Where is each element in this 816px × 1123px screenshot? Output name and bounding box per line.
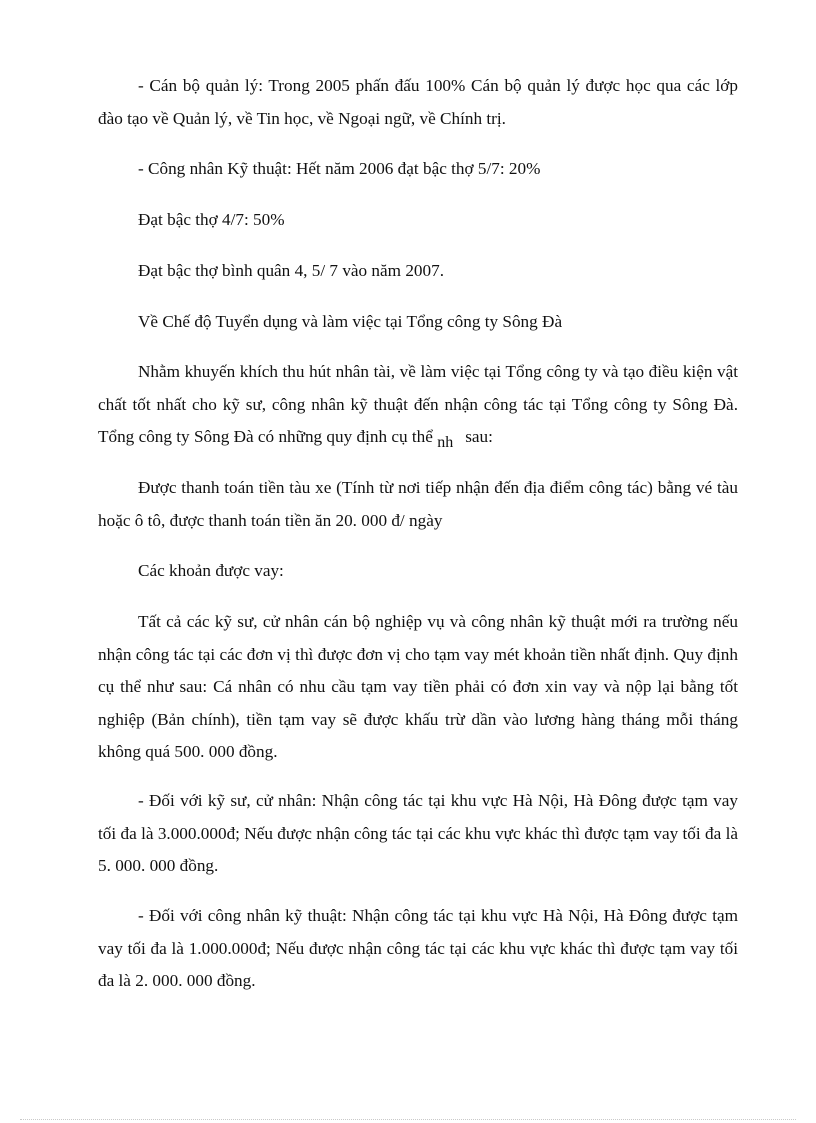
paragraph-talent-attraction [98, 356, 738, 455]
paragraph-technical-workers: - Công nhân Kỹ thuật: Hết năm 2006 đạt bậc thợ 5/7: 20% [138, 159, 541, 178]
paragraph-managers: - Cán bộ quản lý: Trong 2005 phấn đấu 100% Cán bộ quản lý được học qua các lớp đào tạo về Quản lý, về Tin học, về Ngoại ngữ, về Chính trị. [98, 76, 738, 128]
paragraph-travel-allowance: Được thanh toán tiền tàu xe (Tính từ nơi tiếp nhận đến địa điểm công tác) bằng vé tàu hoặc ô tô, được thanh toán tiền ăn 20. 000 đ/ ngày [98, 478, 738, 530]
paragraph-talent-attraction-text: Nhằm khuyến khích thu hút nhân tài, về làm việc tại Tổng công ty và tạo điều kiện vật chất tốt nhất cho kỹ sư, công nhân kỹ thuật đến nhận công tác tại Tổng công ty Sông Đà. Tổng công ty Sông Đà có những quy định cụ thể [98, 362, 738, 446]
paragraph-loans-heading: Các khoản được vay: [138, 561, 284, 580]
paragraph-recruitment-heading: Về Chế độ Tuyển dụng và làm việc tại Tổng công ty Sông Đà [138, 312, 563, 331]
page-bottom-divider [20, 1119, 796, 1120]
text-fragment: nh [437, 434, 454, 451]
paragraph-average-grade: Đạt bậc thợ bình quân 4, 5/ 7 vào năm 2007. [138, 261, 444, 280]
paragraph-engineers-loan: - Đối với kỹ sư, cử nhân: Nhận công tác tại khu vực Hà Nội, Hà Đông được tạm vay tối đa là 3.000.000đ; Nếu được nhận công tác tại các khu vực khác thì được tạm vay tối đa là 5. 000. 000 đồng. [98, 791, 738, 875]
paragraph-talent-attraction-end: sau: [465, 427, 493, 446]
paragraph-workers-loan: - Đối với công nhân kỹ thuật: Nhận công tác tại khu vực Hà Nội, Hà Đông được tạm vay tối đa là 1.000.000đ; Nếu được nhận công tác tại các khu vực khác thì được tạm vay tối đa là 2. 000. 000 đồng. [98, 906, 738, 990]
paragraph-loan-rules: Tất cả các kỹ sư, cử nhân cán bộ nghiệp vụ và công nhân kỹ thuật mới ra trường nếu nhận công tác tại các đơn vị thì được đơn vị cho tạm vay mét khoản tiền nhất định. Quy định cụ thể như sau: Cá nhân có nhu cầu tạm vay tiền phải có đơn xin vay và nộp lại bằng tốt nghiệp (Bản chính), tiền tạm vay sẽ được khấu trừ dần vào lương hàng tháng mỗi tháng không quá 500. 000 đồng. [98, 612, 738, 761]
paragraph-grade-4: Đạt bậc thợ 4/7: 50% [138, 210, 285, 229]
